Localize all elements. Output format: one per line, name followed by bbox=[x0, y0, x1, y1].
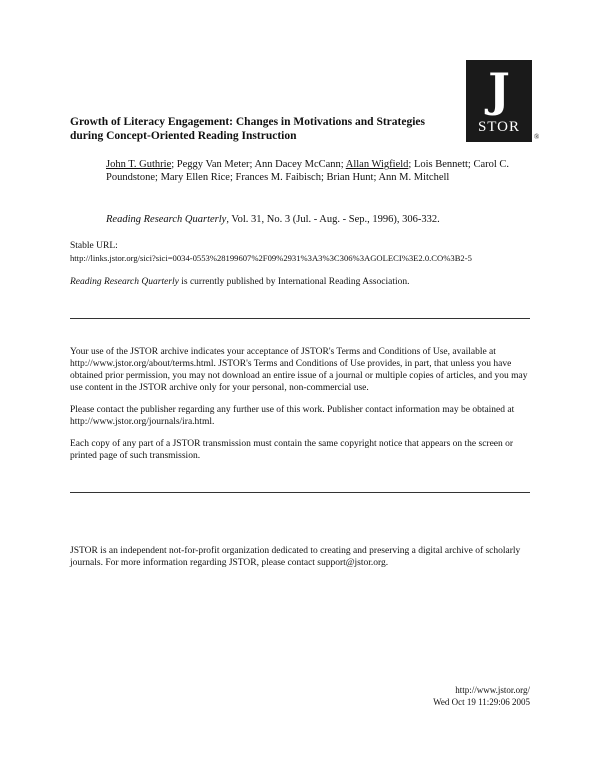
author-name: Lois Bennett bbox=[413, 159, 468, 170]
terms-paragraph-3: Each copy of any part of a JSTOR transmission must contain the same copyright notice that appears on the screen or printed page of such transmission. bbox=[70, 439, 514, 461]
author-list bbox=[106, 158, 546, 184]
terms-paragraph-1: Your use of the JSTOR archive indicates your acceptance of JSTOR's Terms and Conditions of Use, available at http://www.jstor.org/about/terms.html. JSTOR's Terms and Conditions of Use provides, in part, that unless you have obtained prior permission, you may not download an entire issue of a journal or multiple copies of articles, and you may use content in the JSTOR archive only for your personal, non-commercial use. bbox=[70, 347, 528, 393]
about-jstor: JSTOR is an independent not-for-profit organization dedicated to creating and preserving a digital archive of scholarly journals. For more information regarding JSTOR, please contact support@jstor.org. bbox=[70, 546, 521, 568]
publisher-text: is currently published by International Reading Association. bbox=[178, 277, 410, 287]
jstor-logo-mark: J bbox=[488, 63, 510, 117]
author-1[interactable] bbox=[106, 159, 177, 170]
registered-mark: ® bbox=[534, 133, 540, 141]
author-separator: ; bbox=[155, 172, 161, 183]
author-name-link[interactable]: John T. Guthrie bbox=[106, 159, 172, 170]
author-separator: ; bbox=[373, 172, 379, 183]
author-name: Mary Ellen Rice bbox=[160, 172, 230, 183]
author-name: Carol C. Poundstone bbox=[106, 159, 510, 183]
author-separator: ; bbox=[229, 172, 236, 183]
author-2 bbox=[177, 159, 255, 170]
author-separator: ; bbox=[467, 159, 474, 170]
author-separator: ; bbox=[340, 159, 346, 170]
author-8 bbox=[236, 172, 327, 183]
footer-date: Wed Oct 19 11:29:06 2005 bbox=[433, 697, 530, 707]
author-9 bbox=[327, 172, 379, 183]
author-separator: ; bbox=[408, 159, 414, 170]
author-separator: ; bbox=[249, 159, 255, 170]
jstor-logo-text: STOR bbox=[477, 119, 521, 135]
author-separator: ; bbox=[320, 172, 327, 183]
stable-url-link[interactable]: http://links.jstor.org/sici?sici=0034-0553%28199607%2F09%2931%3A3%3C306%3AGOLECI%3E2.0.CO%3B2-5 bbox=[70, 253, 472, 263]
divider-bottom bbox=[70, 492, 530, 493]
author-4[interactable] bbox=[346, 159, 414, 170]
author-3 bbox=[254, 159, 345, 170]
divider-top bbox=[70, 318, 530, 319]
jstor-logo bbox=[466, 60, 532, 142]
citation bbox=[106, 213, 546, 226]
author-separator: ; bbox=[171, 159, 177, 170]
footer-url[interactable]: http://www.jstor.org/ bbox=[455, 685, 530, 695]
author-name: Ann Dacey McCann bbox=[254, 159, 341, 170]
author-7 bbox=[161, 172, 236, 183]
author-name: Ann M. Mitchell bbox=[378, 172, 450, 183]
author-10 bbox=[378, 172, 449, 183]
publisher-journal-name: Reading Research Quarterly bbox=[70, 277, 179, 287]
stable-url-label: Stable URL: bbox=[70, 241, 118, 251]
author-5 bbox=[414, 159, 474, 170]
terms-paragraph-2: Please contact the publisher regarding any further use of this work. Publisher contact information may be obtained at http://www.jstor.org/journals/ira.html. bbox=[70, 405, 515, 427]
publisher-line bbox=[70, 276, 540, 288]
author-name: Frances M. Faibisch bbox=[235, 172, 321, 183]
author-name-link[interactable]: Allan Wigfield bbox=[345, 159, 409, 170]
citation-details: , Vol. 31, No. 3 (Jul. - Aug. - Sep., 1996), 306-332. bbox=[226, 214, 440, 225]
journal-name: Reading Research Quarterly bbox=[106, 214, 227, 225]
author-name: Brian Hunt bbox=[326, 172, 374, 183]
article-title: Growth of Literacy Engagement: Changes in Motivations and Strategies during Concept-Oriented Reading Instruction bbox=[70, 116, 425, 142]
author-name: Peggy Van Meter bbox=[176, 159, 250, 170]
